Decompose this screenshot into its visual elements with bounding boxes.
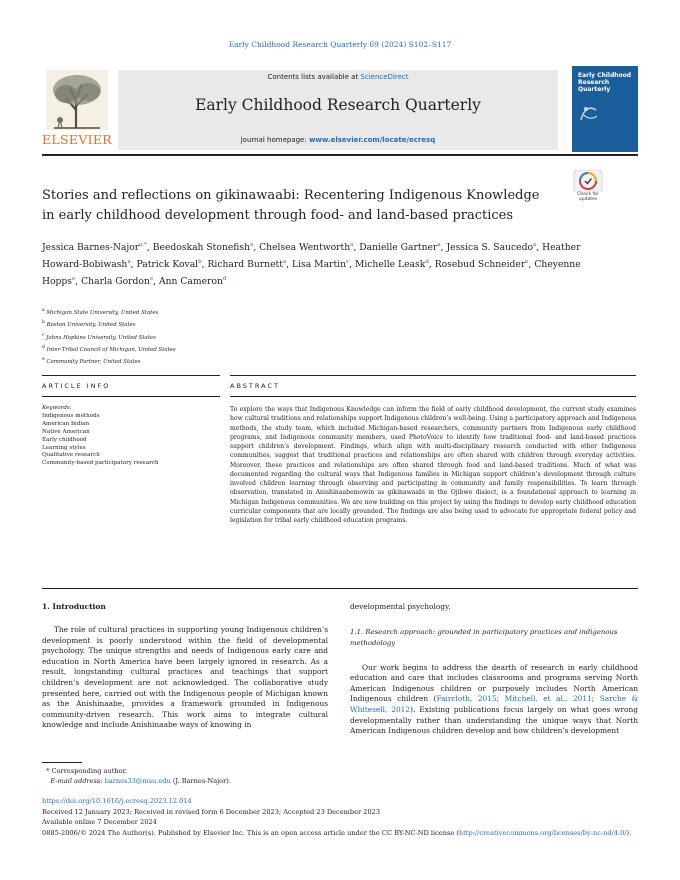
license-text-a: 0885-2006/© 2024 The Author(s). Published by Elsevier Inc. This is an open access article under the CC BY-NC-ND license ( [42, 828, 459, 837]
subsection-text-b: ). Existing publications focus largely on what goes wrong developmentally rather than understanding the unique ways that North American Indigenous children develop and how children’s development [350, 704, 638, 736]
email-suffix: (J. Barnes-Najor). [170, 777, 231, 785]
footnote-rule [42, 762, 82, 763]
author-name[interactable]: Jessica S. Saucedo [446, 242, 533, 254]
affiliation-item [42, 306, 442, 318]
corresponding-author-note [42, 766, 342, 776]
affiliation-marker: a [42, 308, 45, 313]
keyword-list [42, 413, 222, 468]
elsevier-logo[interactable] [42, 70, 112, 150]
author-affiliation-marker[interactable]: a [350, 242, 354, 248]
article-info-heading: ARTICLE INFO [42, 382, 111, 390]
cover-graphic-icon [578, 102, 600, 124]
author-affiliation-marker[interactable]: a [250, 242, 254, 248]
author-affiliation-marker[interactable]: a [532, 242, 537, 248]
affiliation-list [42, 306, 442, 367]
author-name[interactable]: Patrick Koval [136, 259, 199, 271]
author-affiliation-marker[interactable]: e [149, 276, 154, 283]
article-info-rule-2 [42, 396, 220, 397]
affiliation-text: Boston University, United States [46, 322, 136, 329]
homepage-link[interactable]: www.elsevier.com/locate/ecresq [308, 136, 436, 144]
citation-sarche[interactable]: Sarche & Whitesell, 2012 [350, 694, 639, 714]
affiliation-item [42, 343, 442, 355]
author-name[interactable]: Richard Burnett [207, 259, 283, 271]
keyword-item: Qualitative research [42, 452, 100, 459]
tree-logo-icon [46, 70, 108, 130]
author-affiliation-marker[interactable]: c [346, 259, 350, 266]
email-line [42, 776, 342, 786]
author-list: Jessica Barnes-Najor$^{a,*}$, Beedoskah Stonefish$^a$, Chelsea Wentworth$^a$, Danielle Gartner$^a$, Jessica S. Saucedo$^a$, Heather Howard-Bobiwash$^a$, Patrick Koval$^b$, Richard Burnett$^a$, Lisa Martin$^c$, Michelle Leask$^d$, Rosebud Schneider$^e$, Cheyenne Hopps$^e$, Charla Gordon$^e$, Ann Cameron$^d$ [42, 242, 581, 288]
author-name[interactable]: Heather Howard-Bobiwash [42, 242, 581, 271]
keyword-item: American Indian [42, 420, 90, 427]
intro-column-1 [42, 602, 328, 731]
author-affiliation-marker[interactable]: a [282, 259, 287, 266]
citation-mitchell[interactable]: Mitchell, et al., 2011 [504, 694, 592, 704]
keyword-item: Learning styles [42, 444, 86, 451]
affiliation-item [42, 355, 442, 367]
crossmark-label: Check for updates [577, 192, 599, 202]
author-affiliation-marker[interactable]: a [437, 242, 441, 248]
keyword-item: Early childhood [42, 436, 87, 443]
author-name[interactable]: Danielle Gartner [359, 242, 438, 254]
journal-masthead [42, 70, 638, 152]
affiliation-marker: d [42, 344, 45, 350]
keyword-item: Native American [42, 428, 90, 435]
elsevier-wordmark: ELSEVIER [42, 132, 113, 147]
sciencedirect-link[interactable]: ScienceDirect [360, 73, 409, 81]
affiliation-item [42, 318, 442, 330]
abstract-heading: ABSTRACT [230, 382, 280, 390]
cover-title: Early Childhood Research Quarterly [578, 72, 632, 94]
abstract-rule-2 [230, 396, 636, 397]
author-name[interactable]: Jessica Barnes-Najor [42, 242, 140, 254]
subsection-heading: 1.1. Research approach: grounded in participatory practices and indigenous methodology [350, 627, 618, 647]
author-name[interactable]: Beedoskah Stonefish [152, 242, 251, 254]
publication-info [42, 796, 638, 838]
author-name[interactable]: Michelle Leask [354, 259, 426, 271]
doi-link[interactable]: https://doi.org/10.1016/j.ecresq.2023.12.014 [42, 797, 192, 805]
affiliation-item [42, 331, 442, 343]
affiliation-marker: b [42, 320, 45, 326]
author-affiliation-marker[interactable]: d [222, 276, 227, 283]
abstract-bottom-rule [42, 588, 638, 589]
author-affiliation-marker[interactable]: d [425, 259, 429, 266]
license-statement [42, 828, 638, 839]
contents-line [118, 73, 558, 81]
article-title [42, 186, 562, 226]
intro-paragraph-text: The role of cultural practices in supporting young Indigenous children’s development is poorly understood within the field of developmental psychology. The unique strengths and needs of Indigenous early care and education in North America have been largely ignored in research. As a result, longstanding cultural practices and teachings that support children’s development are not acknowledged. The collaborative study presented here, carried out with the Indigenous people of Michigan known as the Anishinaabe, provides a framework grounded in Indigenous community-driven research. This work aims to integrate cultural knowledge and include Anishinaabe ways of knowing in [42, 625, 328, 730]
author-affiliation-marker[interactable]: a [127, 259, 131, 266]
article-info-rule [42, 375, 220, 376]
affiliation-text: Johns Hopkins University, United States [46, 334, 156, 341]
footnote [42, 766, 342, 786]
homepage-label: journal homepage: [240, 136, 309, 144]
affiliation-text: Michigan State University, United States [46, 309, 159, 316]
author-affiliation-marker[interactable]: e [72, 276, 76, 283]
keyword-item: Indigenous methods [42, 412, 100, 419]
keyword-item: Community-based participatory research [42, 460, 159, 467]
email-link[interactable]: barnes33@msu.edu [104, 777, 171, 785]
intro-column-2 [350, 602, 638, 737]
affiliation-marker: c [42, 332, 45, 338]
citation-separator: ; [496, 694, 505, 704]
title-line-2: in early childhood development through food- and land-based practices [42, 208, 514, 223]
license-link[interactable]: http://creativecommons.org/licenses/by-nc-nd/4.0/ [458, 828, 627, 837]
author-name[interactable]: Charla Gordon [81, 276, 150, 288]
email-label: E-mail address: [50, 777, 105, 785]
keywords-block [42, 405, 222, 468]
received-dates: Received 12 January 2023; Received in revised form 6 December 2023; Accepted 23 December 2023 [42, 807, 381, 816]
check-for-updates-badge[interactable] [570, 170, 606, 206]
author-name[interactable]: Lisa Martin [292, 259, 346, 271]
masthead-banner [118, 70, 558, 150]
homepage-line [118, 136, 558, 144]
author-name[interactable]: Cheyenne Hopps [42, 259, 581, 288]
header-rule [42, 154, 638, 156]
affiliation-marker: e [42, 357, 45, 363]
author-affiliation-marker[interactable]: e [525, 259, 529, 266]
intro-heading: 1. Introduction [42, 602, 106, 611]
subsection-paragraph [350, 663, 638, 737]
license-text-b: ). [626, 828, 632, 837]
corresponding-author-text: Corresponding author. [51, 767, 128, 775]
journal-cover-thumbnail[interactable] [572, 66, 638, 152]
intro-continuation: developmental psychology. [350, 602, 451, 611]
contents-prefix: Contents lists available at [267, 73, 361, 81]
author-name[interactable]: Chelsea Wentworth [259, 242, 351, 254]
affiliation-text: Community Partner, United States [46, 358, 141, 365]
journal-title: Early Childhood Research Quarterly [195, 96, 481, 114]
citation-faircloth[interactable]: Faircloth, 2015 [436, 694, 497, 704]
keywords-heading: Keywords: [42, 405, 72, 411]
author-affiliation-marker[interactable]: a,* [139, 242, 147, 248]
author-affiliation-marker[interactable]: b [198, 259, 202, 266]
author-name[interactable]: Ann Cameron [159, 276, 223, 288]
footnote-marker: * [46, 767, 50, 775]
citation-separator: ; [591, 694, 600, 704]
crossmark-icon [570, 170, 606, 192]
abstract-rule [230, 375, 636, 376]
abstract-text: To explore the ways that Indigenous Knowledge can inform the field of early childhood development, the current study examines how cultural traditions and relationships support Indigenous children’s well-being. Using a participatory approach and Indigenous methods, the study team, which included Michigan-based researchers, community partners from Indigenous early childhood programs, and Indigenous community members, used PhotoVoice to identify how traditional food- and land-based practices support children’s development. Findings, which align with multi-disciplinary research conducted with other Indigenous communities, suggest that traditional practices and relationships are often shared with children through everyday activities. Moreover, these practices and relationships are often shared through food and land-based traditions. Much of what was documented regarding the cultural ways that Indigenous families in Michigan support children’s development through culture involved children learning through observing and participating in community and family responsibilities. To learn through observation, translated in Anishinaabemowin as gikinawaabi in the Ojibwe dialect, is a foundational approach to learning in Michigan Indigenous communities. We are now building on this project by using the findings to develop early childhood education curricular components that are locally grounded. The findings are also being used to advocate for appropriate federal policy and legislation for tribal early childhood education programs. [230, 406, 636, 524]
available-online: Available online 7 December 2024 [42, 818, 157, 827]
title-line-1: Stories and reflections on gikinawaabi: Recentering Indigenous Knowledge [42, 188, 540, 203]
author-name[interactable]: Rosebud Schneider [434, 259, 526, 271]
intro-paragraph [42, 625, 328, 731]
affiliation-text: Inter-Tribal Council of Michigan, United States [46, 346, 176, 353]
journal-reference[interactable]: Early Childhood Research Quarterly 69 (2024) S102–S117 [228, 40, 452, 49]
subsection-text-a: Our work begins to address the dearth of research in early childhood education and care that includes classrooms and programs serving North American Indigenous children or purposely includes North American Indigenous children ( [350, 662, 638, 704]
